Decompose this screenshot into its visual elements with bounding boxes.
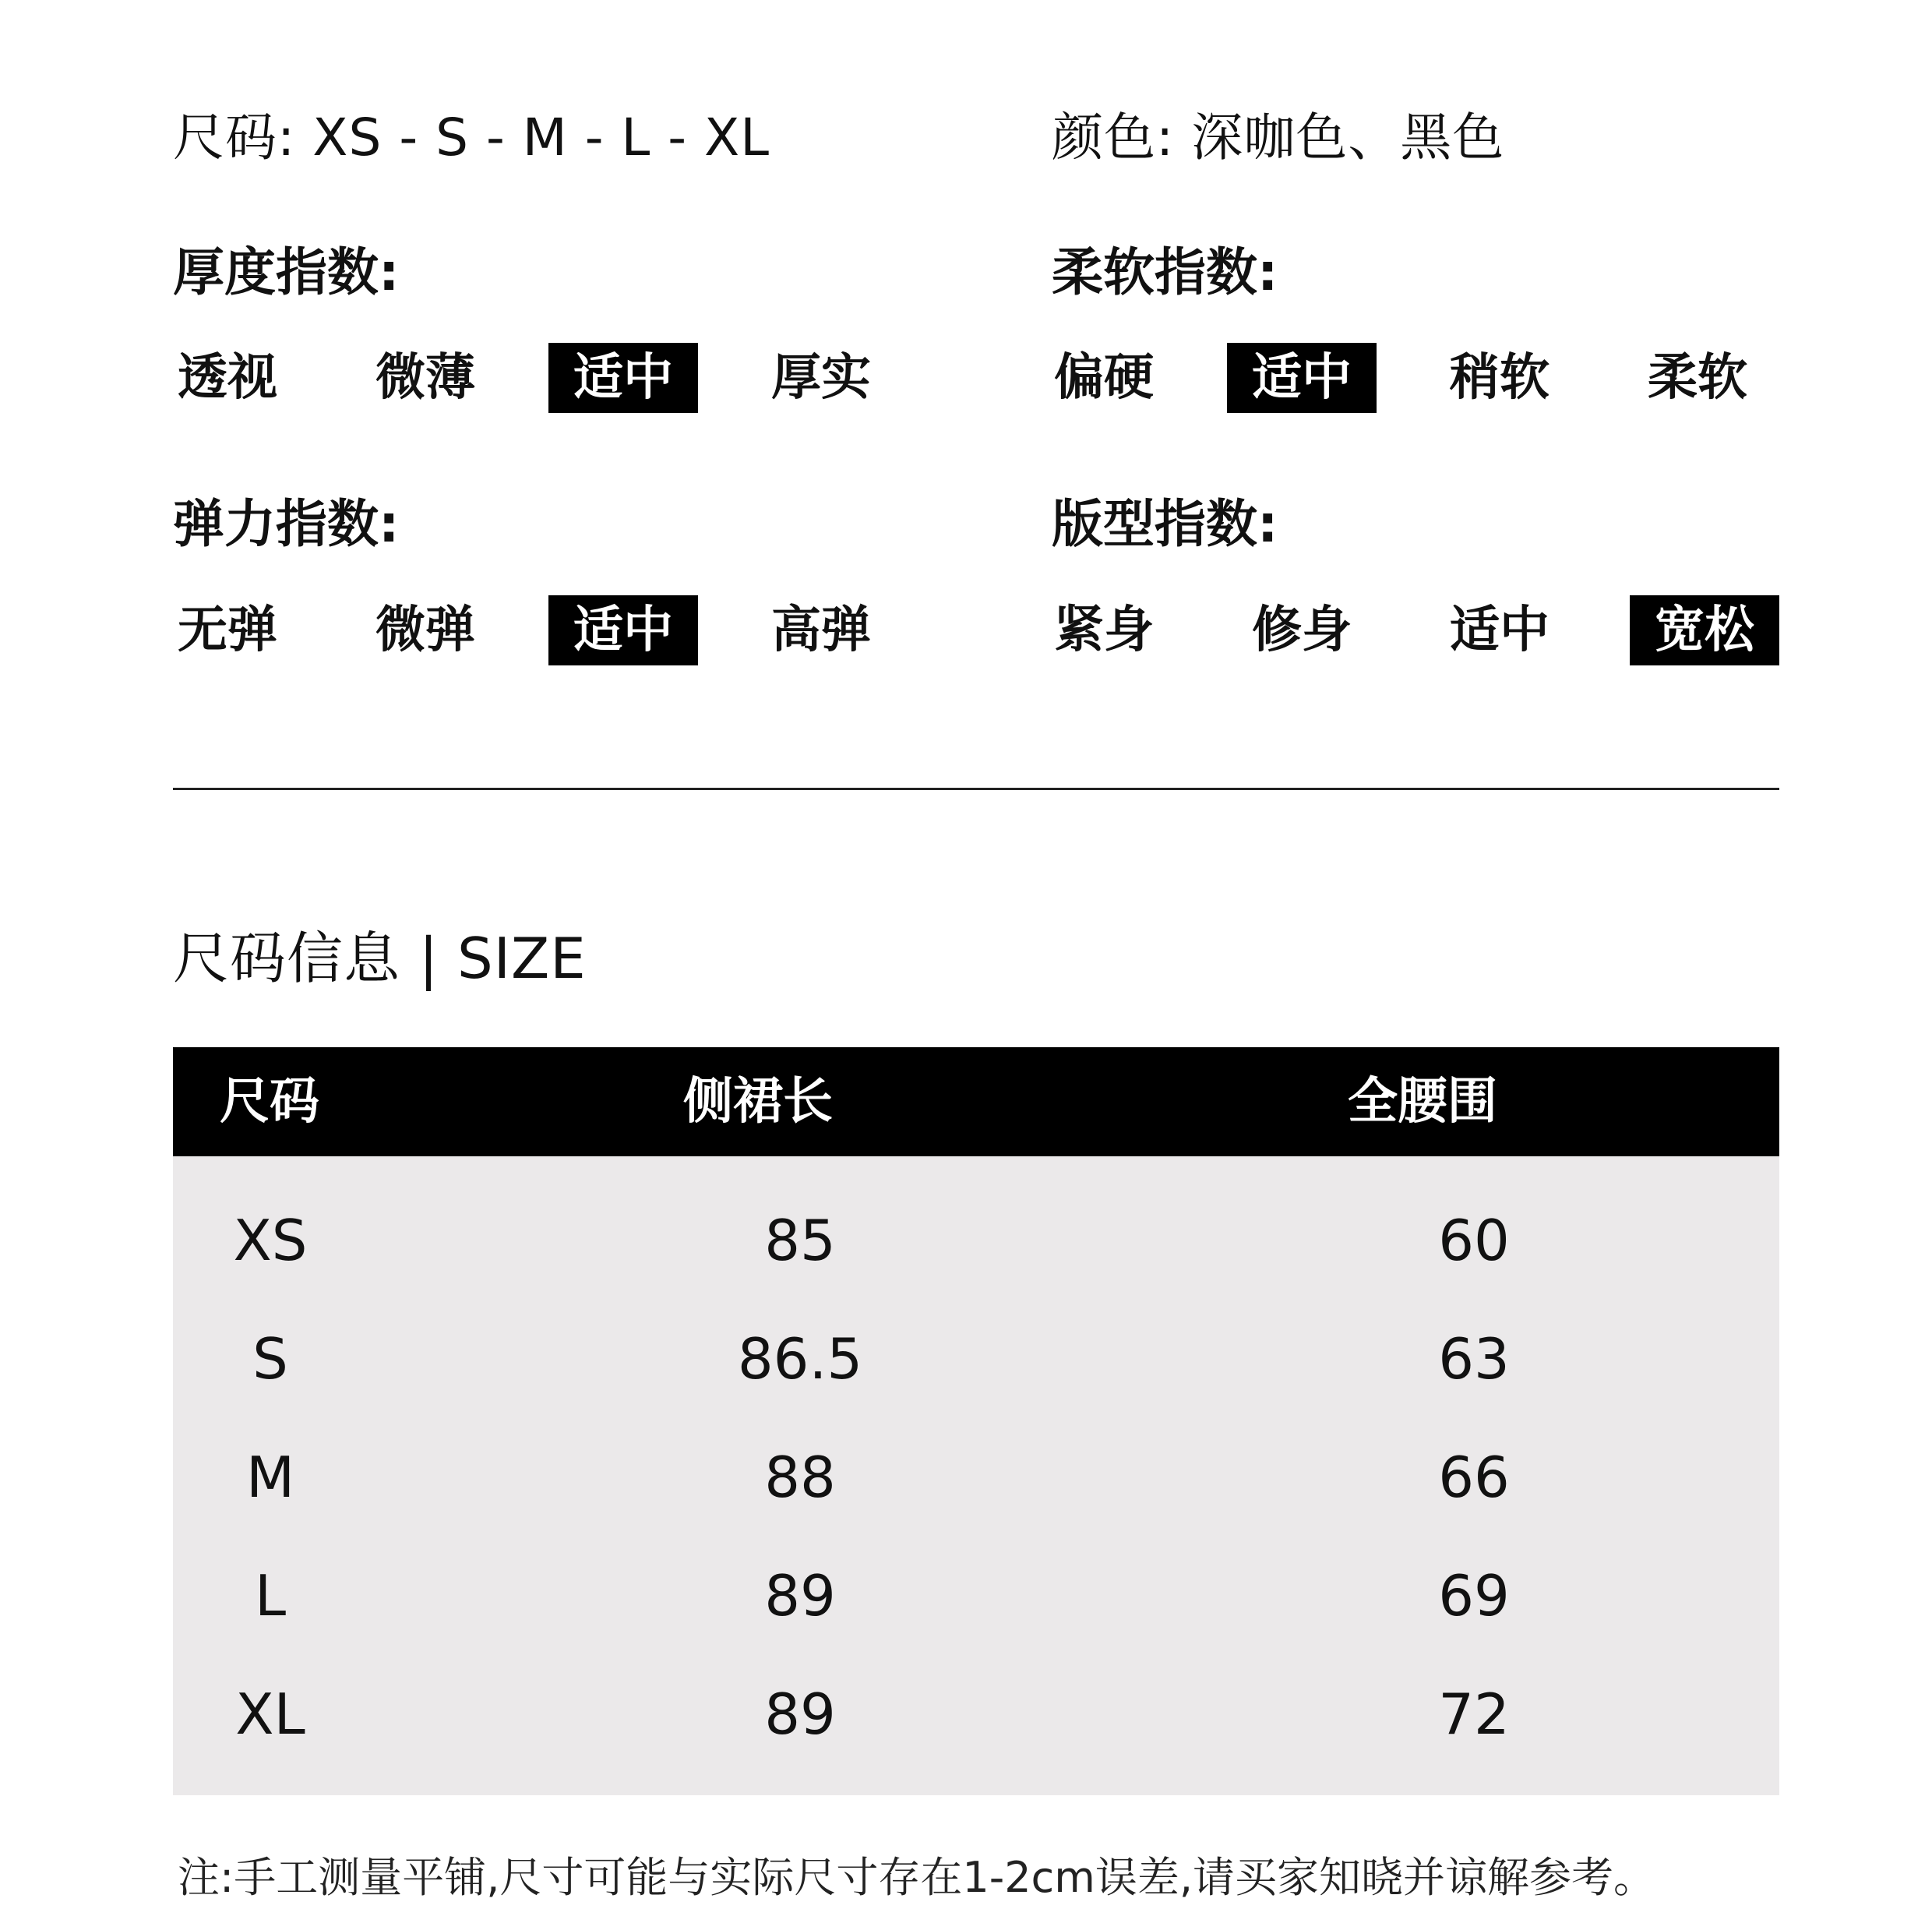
thickness-option: 微薄 bbox=[375, 349, 475, 407]
size-table-header bbox=[173, 1047, 1779, 1156]
cell-side-length: 89 bbox=[764, 1681, 836, 1747]
cell-waist: 66 bbox=[1438, 1445, 1510, 1510]
measurement-note: 注:手工测量平铺,尺寸可能与实际尺寸存在1-2cm误差,请买家知晓并谅解参考。 bbox=[178, 1853, 1656, 1902]
color-label: 颜色: bbox=[1052, 108, 1175, 168]
table-row bbox=[173, 1418, 1779, 1537]
fit-label: 版型指数: bbox=[1052, 494, 1278, 554]
color-spec bbox=[1052, 103, 1504, 173]
cell-size: S bbox=[252, 1326, 288, 1392]
softness-option-selected: 适中 bbox=[1227, 343, 1377, 413]
fit-option: 紧身 bbox=[1054, 602, 1154, 659]
cell-size: XS bbox=[233, 1208, 308, 1273]
fit-option-selected: 宽松 bbox=[1630, 595, 1779, 665]
softness-option: 稍软 bbox=[1450, 349, 1549, 407]
cell-size: L bbox=[254, 1563, 287, 1628]
elasticity-label: 弹力指数: bbox=[173, 494, 400, 554]
cell-size: XL bbox=[235, 1681, 305, 1747]
header-size: 尺码 bbox=[220, 1073, 319, 1131]
thickness-option-selected: 适中 bbox=[548, 343, 698, 413]
thickness-option: 透视 bbox=[178, 349, 277, 407]
cell-side-length: 89 bbox=[764, 1563, 836, 1628]
cell-side-length: 88 bbox=[764, 1445, 836, 1510]
elasticity-option-selected: 适中 bbox=[548, 595, 698, 665]
size-value: XS - S - M - L - XL bbox=[312, 108, 770, 168]
thickness-label: 厚度指数: bbox=[173, 242, 400, 302]
header-waist: 全腰围 bbox=[1348, 1073, 1497, 1131]
cell-side-length: 85 bbox=[764, 1208, 836, 1273]
cell-waist: 60 bbox=[1438, 1208, 1510, 1273]
fit-option: 适中 bbox=[1450, 602, 1549, 659]
header-side-length: 侧裙长 bbox=[683, 1073, 833, 1131]
table-row bbox=[173, 1655, 1779, 1773]
elasticity-option: 微弹 bbox=[375, 602, 475, 659]
table-row bbox=[173, 1537, 1779, 1655]
fit-option: 修身 bbox=[1252, 602, 1352, 659]
size-spec bbox=[173, 103, 770, 173]
cell-size: M bbox=[245, 1445, 295, 1510]
elasticity-option: 高弹 bbox=[771, 602, 871, 659]
cell-waist: 69 bbox=[1438, 1563, 1510, 1628]
softness-option: 偏硬 bbox=[1054, 349, 1154, 407]
thickness-option: 厚实 bbox=[771, 349, 871, 407]
cell-waist: 72 bbox=[1438, 1681, 1510, 1747]
table-row bbox=[173, 1181, 1779, 1300]
softness-option: 柔软 bbox=[1648, 349, 1747, 407]
section-divider bbox=[173, 788, 1779, 790]
cell-side-length: 86.5 bbox=[737, 1326, 863, 1392]
elasticity-option: 无弹 bbox=[178, 602, 277, 659]
color-value: 深咖色、黑色 bbox=[1191, 108, 1505, 168]
size-info-title: 尺码信息 | SIZE bbox=[173, 926, 587, 991]
size-label: 尺码: bbox=[173, 108, 296, 168]
table-row bbox=[173, 1300, 1779, 1418]
softness-label: 柔软指数: bbox=[1052, 242, 1278, 302]
cell-waist: 63 bbox=[1438, 1326, 1510, 1392]
size-table bbox=[173, 1047, 1779, 1795]
